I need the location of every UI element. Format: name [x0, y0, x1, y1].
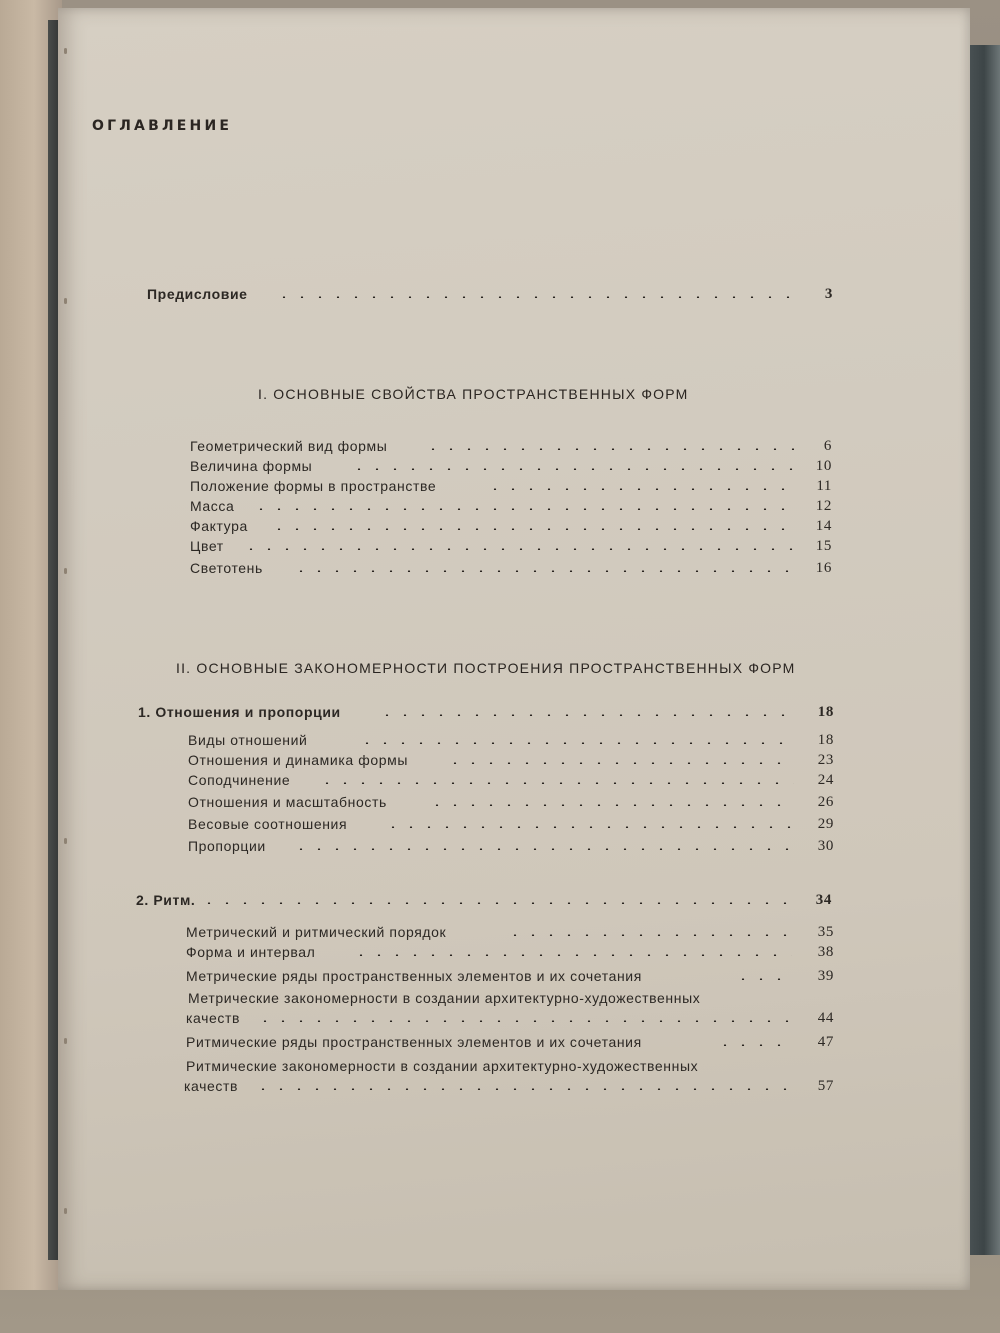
- toc-entry: [186, 1034, 834, 1054]
- dot-leader: [318, 782, 794, 784]
- entry-label: Предисловие: [147, 286, 248, 302]
- toc-entry-line: Метрические закономерности в создании архитектурно-художественных: [188, 990, 701, 1006]
- entry-label: Цвет: [190, 538, 224, 554]
- binding-stitch: [64, 838, 67, 844]
- entry-page: 23: [817, 752, 834, 768]
- toc-entry: [186, 1010, 834, 1030]
- entry-page: 14: [815, 518, 832, 534]
- toc-entry: [186, 944, 834, 964]
- entry-page: 34: [815, 892, 832, 908]
- toc-entry: [188, 732, 834, 752]
- entry-page: 10: [815, 458, 832, 474]
- toc-chapter-entry: [136, 892, 834, 912]
- dot-leader: [734, 978, 794, 980]
- entry-page: 24: [817, 772, 834, 788]
- part-heading: I. ОСНОВНЫЕ СВОЙСТВА ПРОСТРАНСТВЕННЫХ ФОРМ: [258, 386, 689, 402]
- dot-leader: [424, 448, 794, 450]
- dot-leader: [352, 954, 792, 956]
- toc-entry: [188, 772, 834, 792]
- dot-leader: [254, 1088, 794, 1090]
- entry-label: Метрический и ритмический порядок: [186, 924, 447, 940]
- dot-leader: [350, 468, 794, 470]
- entry-label: качеств: [184, 1078, 239, 1094]
- dot-leader: [384, 826, 794, 828]
- entry-label: 2. Ритм.: [136, 892, 196, 908]
- toc-entry: [188, 838, 834, 858]
- dot-leader: [446, 762, 794, 764]
- entry-label: качеств: [186, 1010, 241, 1026]
- entry-label: Масса: [190, 498, 235, 514]
- toc-entry: [190, 538, 832, 558]
- entry-label: Виды отношений: [188, 732, 308, 748]
- entry-label: Соподчинение: [188, 772, 291, 788]
- entry-page: 18: [817, 732, 834, 748]
- binding-stitch: [64, 48, 67, 54]
- dot-leader: [242, 548, 794, 550]
- entry-page: 47: [817, 1034, 834, 1050]
- toc-entry: [184, 1078, 834, 1098]
- toc-entry: [188, 752, 834, 772]
- entry-label: Пропорции: [188, 838, 266, 854]
- dot-leader: [275, 296, 795, 298]
- entry-page: 3: [824, 286, 833, 302]
- toc-entry: [190, 438, 832, 458]
- toc-entry: [188, 794, 834, 814]
- binding-stitch: [64, 1038, 67, 1044]
- toc-chapter-entry: [138, 704, 834, 724]
- entry-label: Метрические ряды пространственных элементов и их сочетания: [186, 968, 642, 984]
- entry-label: 1. Отношения и пропорции: [138, 704, 341, 720]
- dot-leader: [200, 902, 800, 904]
- entry-page: 6: [823, 438, 832, 454]
- dot-leader: [292, 570, 794, 572]
- entry-label: Геометрический вид формы: [190, 438, 388, 454]
- entry-page: 29: [817, 816, 834, 832]
- entry-label: Ритмические ряды пространственных элементов и их сочетания: [186, 1034, 642, 1050]
- binding-stitch: [64, 1208, 67, 1214]
- toc-entry-line: Ритмические закономерности в создании архитектурно-художественных: [186, 1058, 699, 1074]
- toc-entry: [190, 518, 832, 538]
- entry-page: 15: [815, 538, 832, 554]
- entry-page: 16: [815, 560, 832, 576]
- dot-leader: [378, 714, 796, 716]
- toc-entry-preface: [147, 286, 837, 306]
- entry-label: Положение формы в пространстве: [190, 478, 437, 494]
- dot-leader: [292, 848, 794, 850]
- part-heading: II. ОСНОВНЫЕ ЗАКОНОМЕРНОСТИ ПОСТРОЕНИЯ ПРОСТРАНСТВЕННЫХ ФОРМ: [176, 660, 796, 676]
- toc-entry: [190, 560, 832, 580]
- dot-leader: [486, 488, 794, 490]
- binding-stitch: [64, 568, 67, 574]
- dot-leader: [716, 1044, 794, 1046]
- entry-page: 11: [816, 478, 832, 494]
- dot-leader: [358, 742, 794, 744]
- toc-entry: [190, 478, 832, 498]
- toc-title: ОГЛАВЛЕНИЕ: [92, 118, 233, 134]
- entry-label: Форма и интервал: [186, 944, 316, 960]
- entry-page: 12: [815, 498, 832, 514]
- toc-entry: [190, 498, 832, 518]
- dot-leader: [256, 1020, 794, 1022]
- entry-label: Весовые соотношения: [188, 816, 348, 832]
- toc-entry: [186, 924, 834, 944]
- entry-label: Отношения и масштабность: [188, 794, 387, 810]
- entry-label: Отношения и динамика формы: [188, 752, 409, 768]
- toc-entry: [190, 458, 832, 478]
- entry-page: 26: [817, 794, 834, 810]
- dot-leader: [428, 804, 794, 806]
- entry-page: 35: [817, 924, 834, 940]
- entry-page: 18: [817, 704, 834, 720]
- entry-page: 57: [817, 1078, 834, 1094]
- entry-page: 30: [817, 838, 834, 854]
- binding-stitch: [64, 298, 67, 304]
- entry-label: Светотень: [190, 560, 263, 576]
- dot-leader: [252, 508, 794, 510]
- entry-page: 38: [817, 944, 834, 960]
- toc-entry: [188, 816, 834, 836]
- entry-label: Величина формы: [190, 458, 313, 474]
- entry-page: 44: [817, 1010, 834, 1026]
- entry-page: 39: [817, 968, 834, 984]
- toc-entry: [186, 968, 834, 988]
- entry-label: Фактура: [190, 518, 248, 534]
- dot-leader: [270, 528, 794, 530]
- dot-leader: [506, 934, 792, 936]
